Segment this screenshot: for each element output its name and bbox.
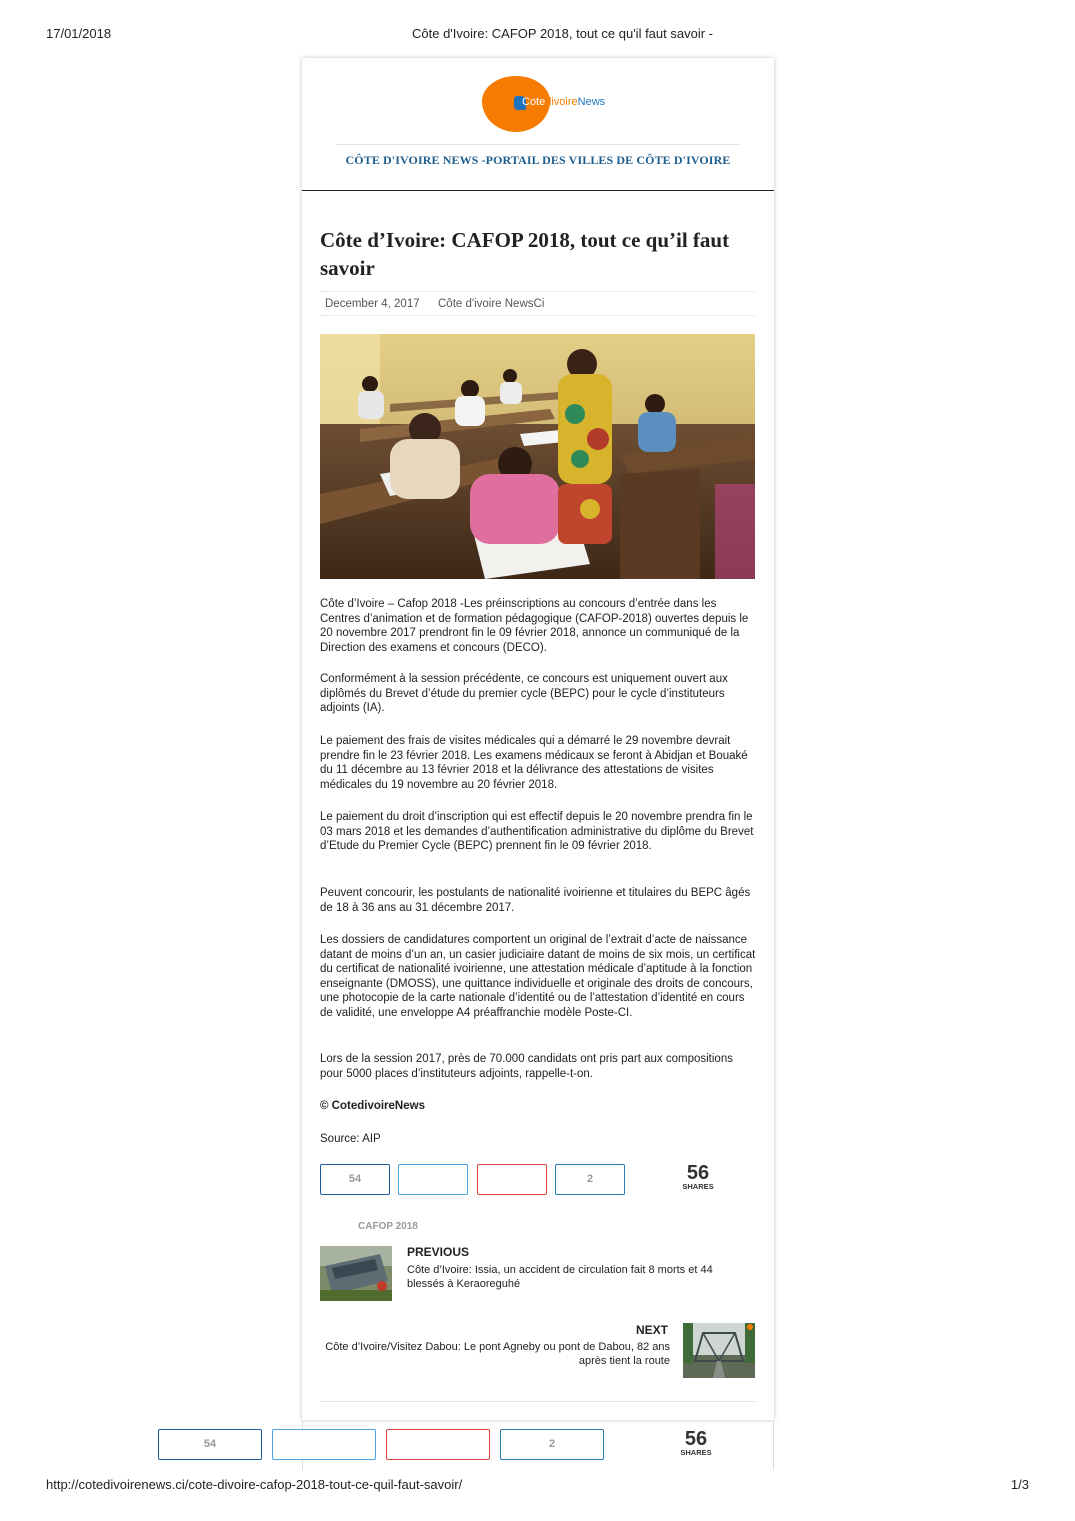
header-divider <box>336 144 740 145</box>
article-paragraph: Conformément à la session précédente, ce concours est uniquement ouvert aux diplômés du Brevet d’étude du premier cycle (BEPC) pour le cycle d’instituteurs adjoints (IA). <box>320 673 728 714</box>
dabou-bridge-photo <box>683 1323 755 1378</box>
article-source: Source: AIP <box>320 1133 381 1145</box>
logo-text <box>522 96 605 108</box>
share-total-label: SHARES <box>682 1182 714 1191</box>
sticky-twitter-share-button[interactable] <box>272 1429 376 1460</box>
previous-post-link[interactable]: Côte d’Ivoire: Issia, un accident de circulation fait 8 morts et 44 blessés à Keraoreguhé <box>407 1264 713 1290</box>
share-bar <box>320 1164 756 1196</box>
sticky-google-plus-share-button[interactable] <box>386 1429 490 1460</box>
header-rule <box>302 190 774 191</box>
print-header <box>46 26 1029 46</box>
article-paragraph: Peuvent concourir, les postulants de nationalité ivoirienne et titulaires du BEPC âgés de 18 à 36 ans au 31 décembre 2017. <box>320 887 751 914</box>
sticky-share-total <box>674 1429 718 1457</box>
linkedin-share-button[interactable]: 2 <box>555 1164 625 1195</box>
print-url: http://cotedivoirenews.ci/cote-divoire-cafop-2018-tout-ce-quil-faut-savoir/ <box>46 1477 463 1492</box>
sticky-share-bar <box>158 1429 738 1461</box>
classroom-exam-photo <box>320 334 755 579</box>
article-date: December 4, 2017 <box>325 298 420 310</box>
twitter-share-button[interactable] <box>398 1164 468 1195</box>
next-label: NEXT <box>636 1323 669 1337</box>
article-paragraph: Lors de la session 2017, près de 70.000 candidats ont pris part aux compositions pour 5000 places d’instituteurs adjoints, rappelle-t-on. <box>320 1053 733 1080</box>
sticky-linkedin-share-button[interactable]: 2 <box>500 1429 604 1460</box>
previous-label: PREVIOUS <box>407 1245 470 1259</box>
logo-text-divoire: divoire <box>545 96 578 108</box>
article-paragraph: Côte d’Ivoire – Cafop 2018 -Les préinscriptions au concours d’entrée dans les Centres d’animation et de formation pédagogique (CAFOP-2018) ouvertes depuis le 20 novembre 2017 prendront fin le 09 février 2018, annonce un communiqué de la Direction des examens et concours (DECO). <box>320 598 749 654</box>
article-title: Côte d’Ivoire: CAFOP 2018, tout ce qu’il faut savoir <box>320 228 730 280</box>
share-total-count: 56 <box>686 1162 710 1184</box>
article-card <box>302 58 774 1420</box>
sticky-share-total-label: SHARES <box>680 1448 712 1457</box>
article-paragraph: Les dossiers de candidatures comportent un original de l’extrait d’acte de naissance datant de moins d’un an, un casier judiciaire datant de moins de six mois, un certificat du certificat de nationalité ivoirienne, une attestation médicale d’aptitude à la fonction enseignante (DMOSS), une quittance individuelle et originale des droits de concours, une photocopie de la carte nationale d’identité ou de l’attestation d’identité en cours de validité, une enveloppe A4 préaffranchie modèle Poste-CI. <box>320 934 756 1019</box>
site-tagline[interactable]: CÔTE D'IVOIRE NEWS -PORTAIL DES VILLES DE CÔTE D'IVOIRE <box>345 153 731 167</box>
article-meta <box>320 291 756 316</box>
sticky-facebook-share-button[interactable]: 54 <box>158 1429 262 1460</box>
logo-text-cote: Cote <box>522 96 546 108</box>
article-copyright: © CotedivoireNews <box>320 1100 425 1112</box>
print-page-title: Côte d'Ivoire: CAFOP 2018, tout ce qu'il faut savoir - <box>412 26 713 41</box>
article-tag[interactable]: CAFOP 2018 <box>358 1221 418 1232</box>
print-date: 17/01/2018 <box>46 26 112 41</box>
facebook-share-button[interactable]: 54 <box>320 1164 390 1195</box>
site-logo[interactable] <box>482 76 622 132</box>
article-hero-image <box>320 334 755 579</box>
bottom-divider <box>320 1401 756 1402</box>
bus-accident-photo <box>320 1246 392 1301</box>
logo-text-news: News <box>577 96 606 108</box>
sticky-share-total-count: 56 <box>684 1428 708 1450</box>
next-post-link[interactable]: Côte d’Ivoire/Visitez Dabou: Le pont Agneby ou pont de Dabou, 82 ans après tient la route <box>325 1341 670 1367</box>
article-paragraph: Le paiement du droit d’inscription qui est effectif depuis le 20 novembre prendra fin le 03 mars 2018 et les demandes d’authentification administrative du diplôme du Brevet d’Etude du Premier Cycle (BEPC) prennent fin le 09 février 2018. <box>320 811 754 852</box>
previous-post-thumbnail[interactable] <box>320 1246 392 1301</box>
share-total <box>676 1163 720 1191</box>
print-page-number: 1/3 <box>1010 1477 1029 1492</box>
article-paragraph: Le paiement des frais de visites médicales qui a démarré le 29 novembre devrait prendre fin le 23 février 2018. Les examens médicaux se feront à Abidjan et Bouaké du 11 décembre au 13 février 2018 et la délivrance des attestations de visites médicales du 19 novembre au 20 février 2018. <box>320 735 748 791</box>
next-post-thumbnail[interactable] <box>683 1323 755 1378</box>
google-plus-share-button[interactable] <box>477 1164 547 1195</box>
article-author[interactable]: Côte d'ivoire NewsCi <box>438 298 545 310</box>
